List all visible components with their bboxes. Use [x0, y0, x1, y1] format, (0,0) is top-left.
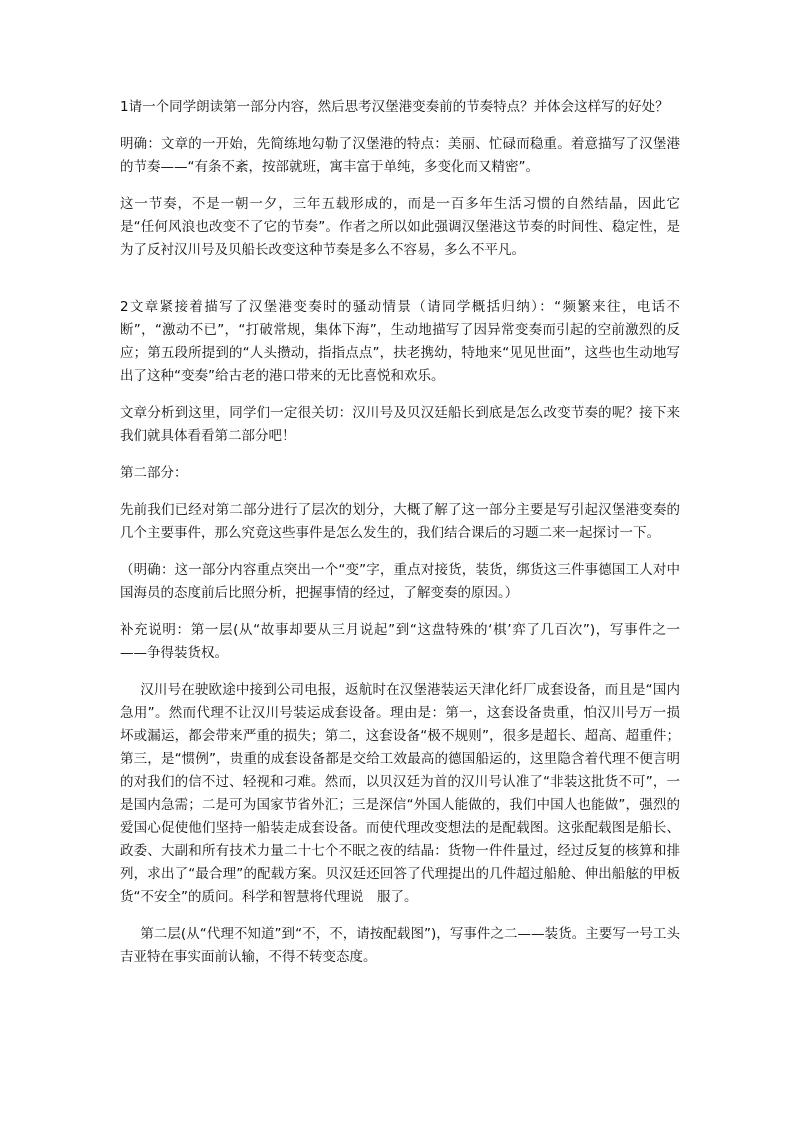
answer-1-paragraph: 明确：文章的一开始，先简练地勾勒了汉堡港的特点：美丽、忙碌而稳重。着意描写了汉堡港的节奏——“有条不紊，按部就班，寓丰富于单纯，多变化而又精密”。: [120, 136, 680, 175]
section-spacer: [120, 276, 680, 296]
rhythm-explanation-paragraph: 这一节奏，不是一朝一夕，三年五载形成的，而是一百多年生活习惯的自然结晶，因此它是“任何风浪也改变不了它的节奏”。作者之所以如此强调汉堡港这节奏的时间性、稳定性，是为了反衬汉川号及贝船长改变这种节奏是多么不容易，多么不平凡。: [120, 196, 680, 258]
question-1-paragraph: 1请一个同学朗读第一部分内容，然后思考汉堡港变奏前的节奏特点？并体会这样写的好处？: [120, 99, 669, 115]
clarification-paragraph: （明确：这一部分内容重点突出一个“变”字，重点对接货，装货，绑货这三件事德国工人对中国海员的态度前后比照分析，把握事情的经过，了解变奏的原因。）: [120, 562, 680, 601]
part-two-heading: 第二部分：: [120, 465, 188, 481]
part-two-intro-paragraph: 先前我们已经对第二部分进行了层次的划分，大概了解了这一部分主要是写引起汉堡港变奏的几个主要事件，那么究竟这些事件是怎么发生的，我们结合课后的习题二来一起探讨一下。: [120, 502, 680, 541]
hanchuan-story-paragraph: 汉川号在驶欧途中接到公司电报，返航时在汉堡港装运天津化纤厂成套设备，而且是“国内急用”。然而代理不让汉川号装运成套设备。理由是：第一，这套设备贵重，怕汉川号万一损坏或漏运，都会带来严重的损失；第二，这套设备“极不规则”，很多是超长、超高、超重件；第三，是“惯例”，贵重的成套设备都是交给工效最高的德国船运的，这里隐含着代理不便言明的对我们的信不过、轻视和刁难。然而，以贝汉廷为首的汉川号认准了“非装这批货不可”，一是国内急需；二是可为国家节省外汇；三是深信“外国人能做的，我们中国人也能做”，强烈的爱国心促使他们坚持一船装走成套设备。而使代理改变想法的是配载图。这张配载图是船长、政委、大副和所有技术力量二十七个不眠之夜的结晶：货物一件件量过，经过反复的核算和排列，求出了“最合理”的配载方案。贝汉廷还回答了代理提出的几件超过船舱、伸出船舷的甲板货“不安全”的质问。科学和智慧将代理说 服了。: [120, 682, 680, 905]
second-layer-paragraph: 第二层(从“代理不知道”到“不，不，请按配载图”)，写事件之二——装货。主要写一号工头吉亚特在事实面前认输，不得不转变态度。: [120, 926, 680, 965]
transition-paragraph: 文章分析到这里，同学们一定很关切：汉川号及贝汉廷船长到底是怎么改变节奏的呢？接下来我们就具体看看第二部分吧！: [120, 405, 680, 444]
supplement-paragraph: 补充说明：第一层(从“故事却要从三月说起”到“这盘特殊的‘棋’弈了几百次”)，写事件之一——争得装货权。: [120, 622, 680, 661]
document-page: [120, 96, 680, 983]
question-2-paragraph: 2文章紧接着描写了汉堡港变奏时的骚动情景（请同学概括归纳）：“频繁来往，电话不断”，“激动不已”，“打破常规，集体下海”，生动地描写了因异常变奏而引起的空前激烈的反应；第五段所提到的“人头攒动，指指点点”，扶老携幼，特地来“见见世面”，这些也生动地写出了这种“变奏”给古老的港口带来的无比喜悦和欢乐。: [120, 299, 680, 384]
